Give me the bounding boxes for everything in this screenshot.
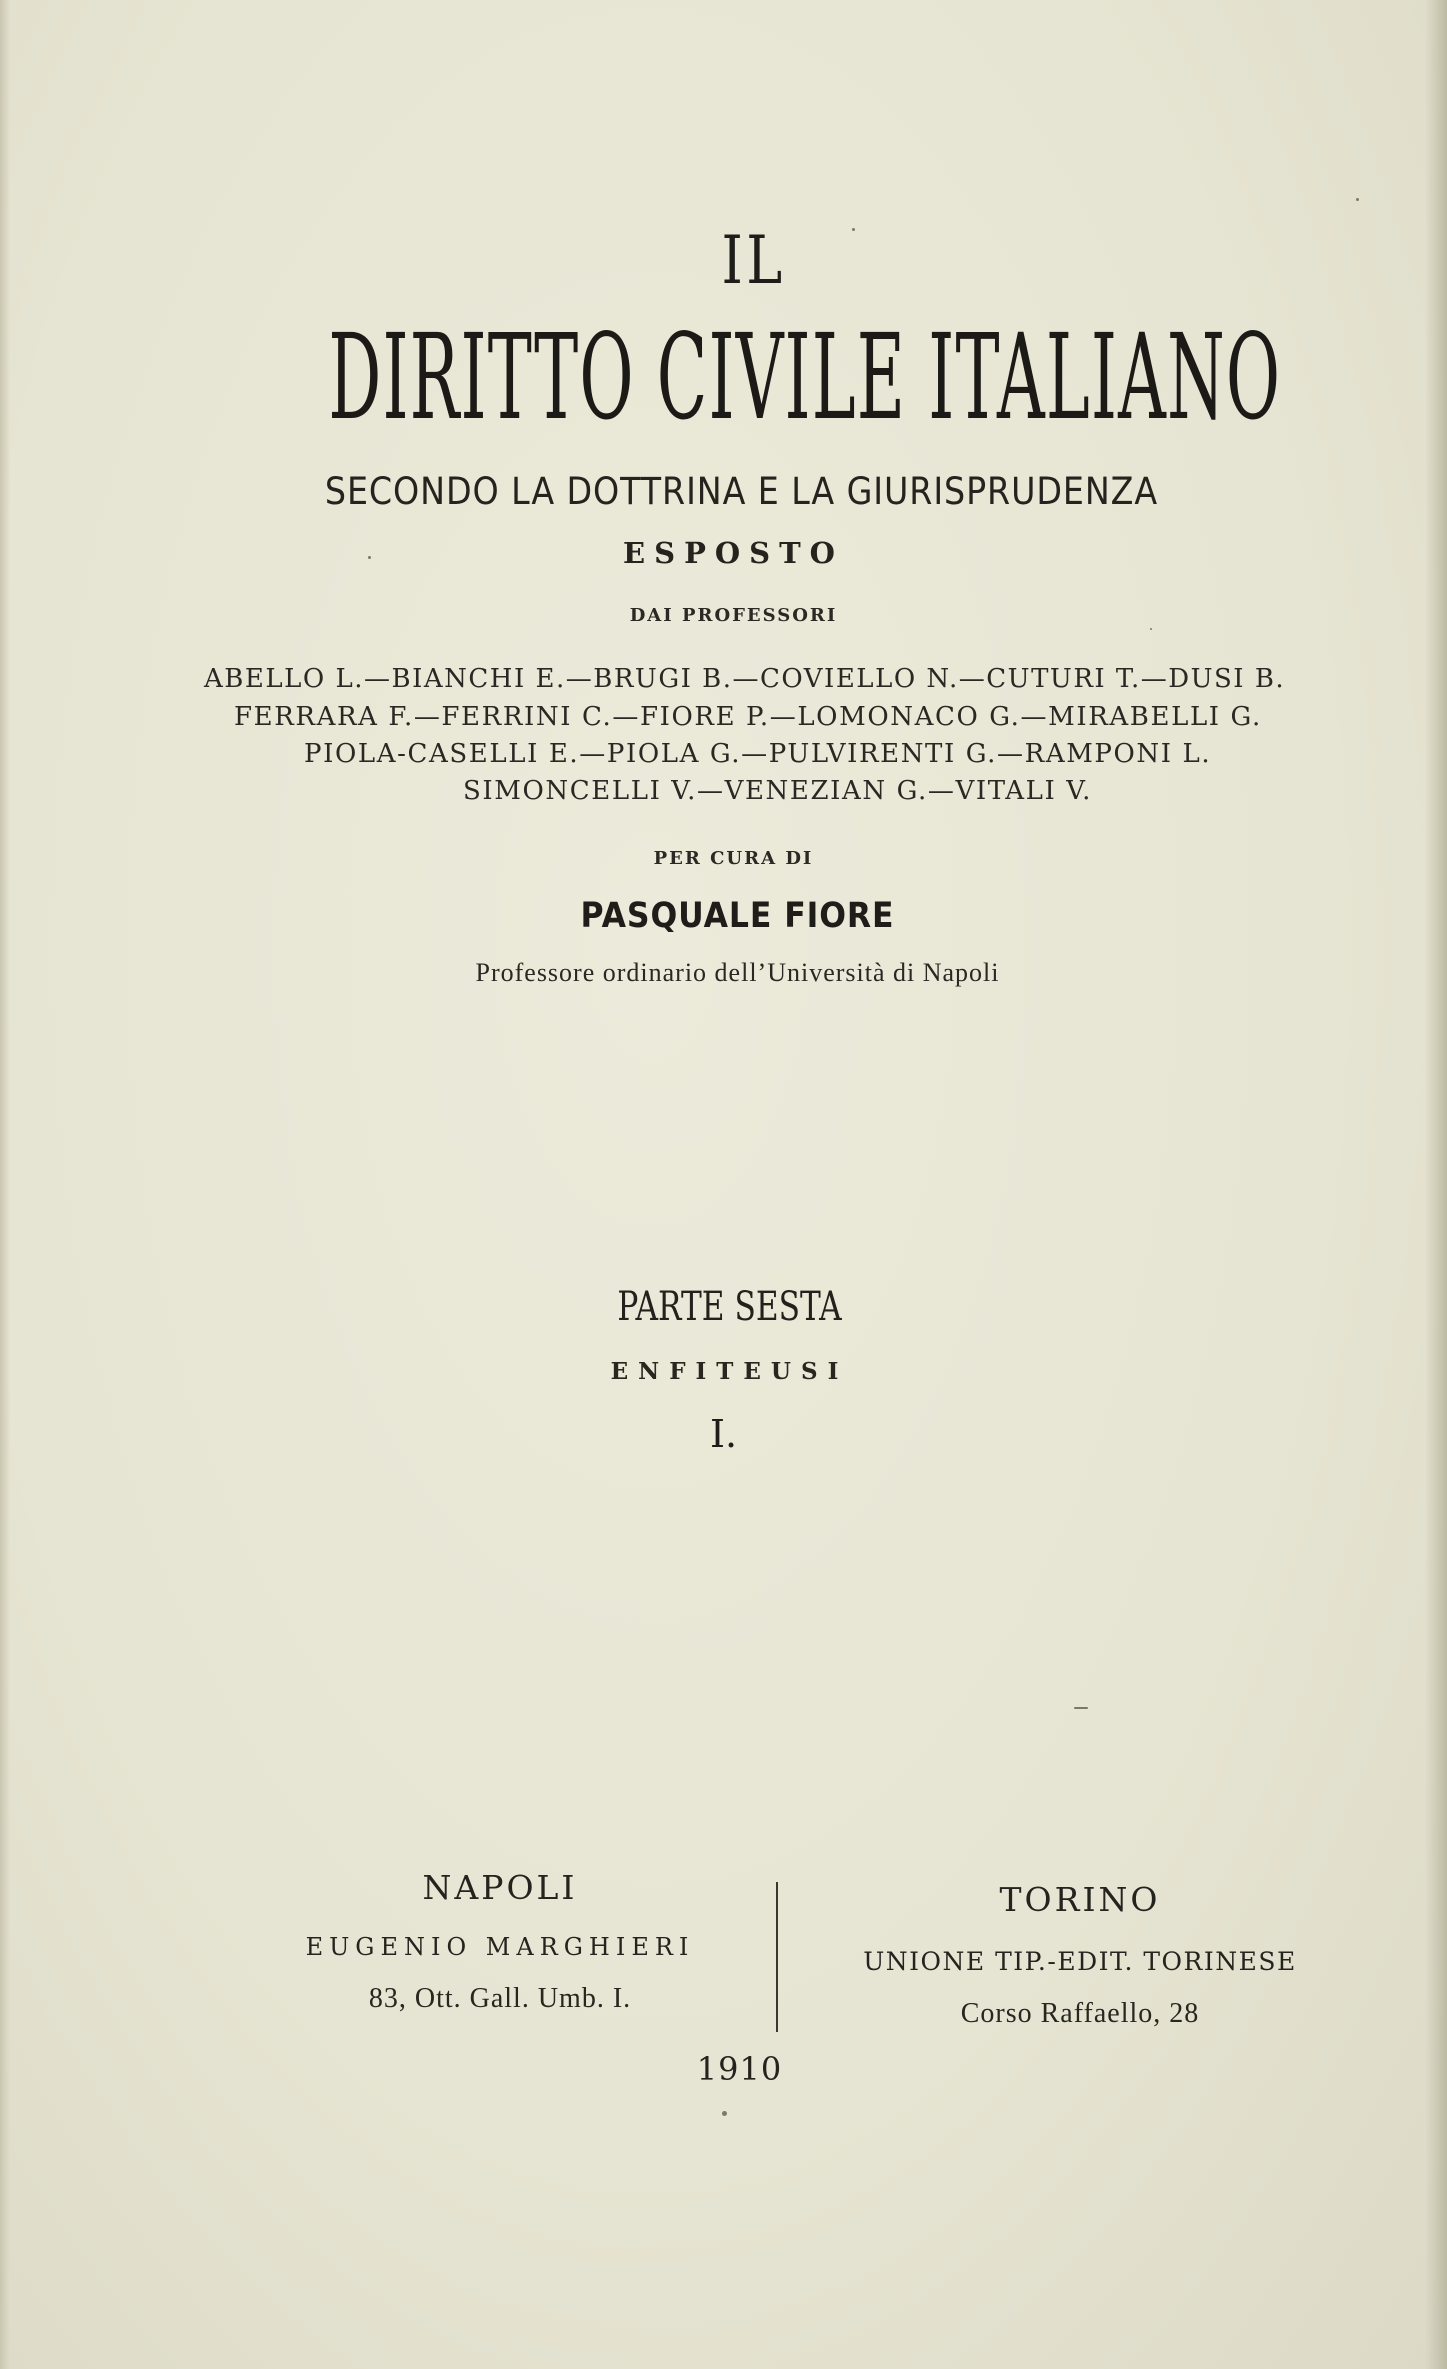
publisher-name: UNIONE TIP.-EDIT. TORINESE xyxy=(863,1947,1297,1976)
publisher-address: 83, Ott. Gall. Umb. I. xyxy=(368,1983,632,2014)
page-right-edge xyxy=(1425,0,1447,2369)
publication-year: 1910 xyxy=(696,2050,783,2088)
authors-line-4: SIMONCELLI V.—VENEZIAN G.—VITALI V. xyxy=(463,776,1092,806)
editor-name: PASQUALE FIORE xyxy=(580,896,895,936)
publisher-torino xyxy=(810,1880,1350,2030)
publisher-city: TORINO xyxy=(999,1880,1161,1919)
part-subject: ENFITEUSI xyxy=(610,1358,849,1385)
book-title: DIRITTO CIVILE ITALIANO xyxy=(328,308,1282,446)
paper-speck xyxy=(722,2111,727,2116)
publisher-divider xyxy=(776,1882,778,2032)
paper-speck xyxy=(1150,628,1152,630)
title-article: IL xyxy=(721,222,786,299)
publisher-name: EUGENIO MARGHIERI xyxy=(305,1933,695,1961)
paper-speck xyxy=(1074,1707,1088,1709)
publisher-napoli xyxy=(220,1868,780,2015)
dai-professori-label: DAI PROFESSORI xyxy=(629,605,838,626)
book-subtitle: SECONDO LA DOTTRINA E LA GIURISPRUDENZA xyxy=(324,470,1159,513)
part-title: PARTE SESTA xyxy=(617,1284,842,1330)
paper-speck xyxy=(852,228,855,231)
publisher-address: Corso Raffaello, 28 xyxy=(960,1998,1200,2029)
page-left-edge xyxy=(0,0,10,2369)
volume-number: I. xyxy=(709,1412,738,1456)
esposto-label: ESPOSTO xyxy=(623,536,844,570)
per-cura-label: PER CURA DI xyxy=(653,848,814,869)
publisher-city: NAPOLI xyxy=(422,1868,578,1907)
authors-line-1: ABELLO L.—BIANCHI E.—BRUGI B.—COVIELLO N.—CUTURI T.—DUSI B. xyxy=(204,664,1286,694)
paper-speck xyxy=(368,556,371,559)
authors-line-2: FERRARA F.—FERRINI C.—FIORE P.—LOMONACO G.—MIRABELLI G. xyxy=(234,702,1262,732)
paper-speck xyxy=(1356,198,1359,201)
editor-role: Professore ordinario dell’Università di Napoli xyxy=(475,958,1000,987)
authors-line-3: PIOLA-CASELLI E.—PIOLA G.—PULVIRENTI G.—RAMPONI L. xyxy=(304,739,1212,769)
